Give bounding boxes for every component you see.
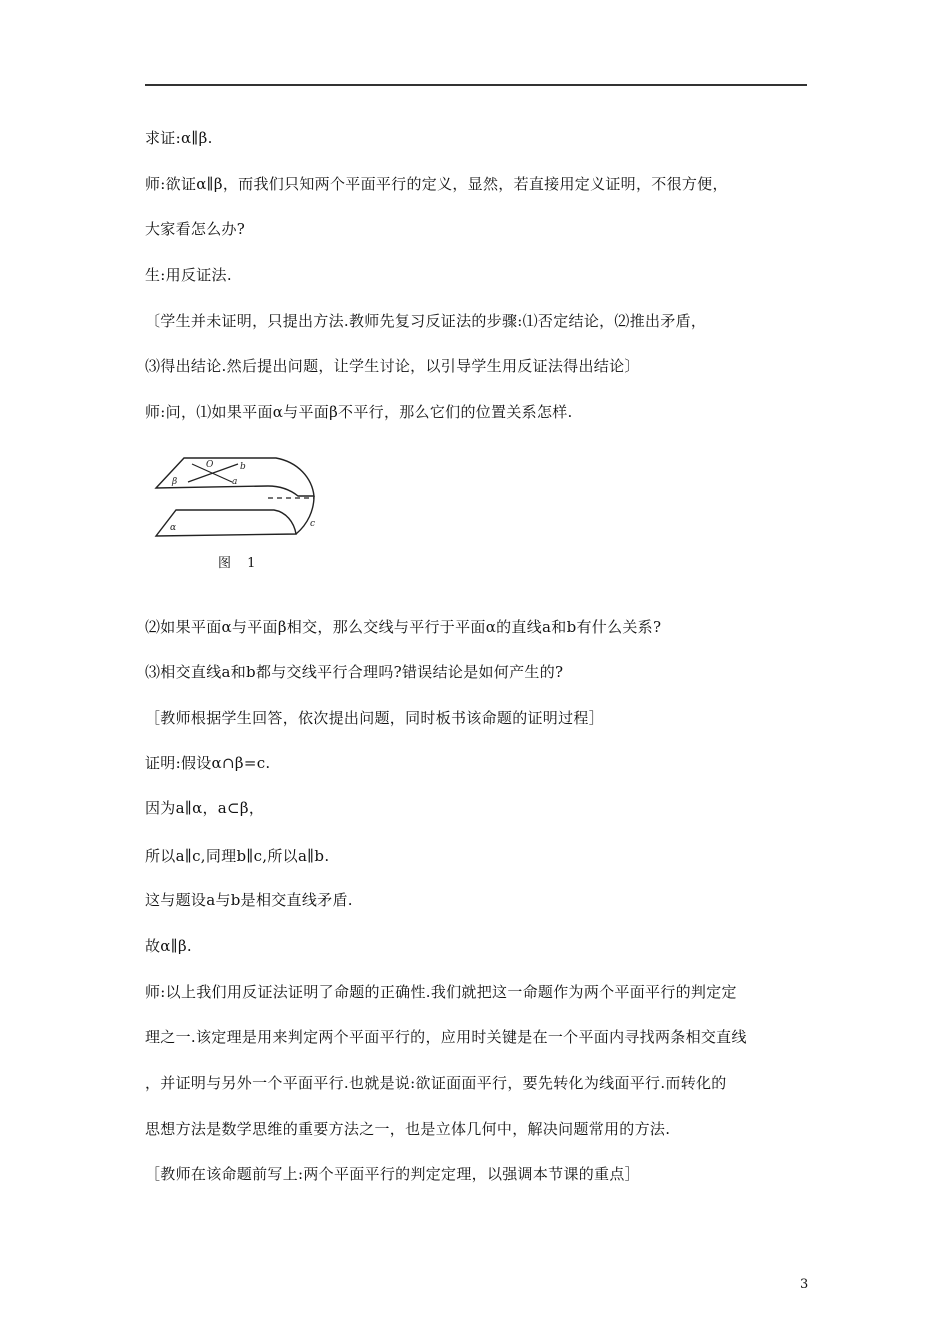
figure-planes-diagram (148, 452, 328, 548)
text-line-11: 证明:假设α∩β=c. (145, 754, 271, 772)
plane-alpha-shape (156, 510, 296, 536)
text-line-18: ，并证明与另外一个平面平行.也就是说:欲证面面平行，要先转化为线面平行.而转化的 (145, 1074, 727, 1092)
text-line-3: 大家看怎么办? (145, 220, 246, 238)
label-a: a (232, 477, 238, 487)
label-o: O (206, 460, 214, 470)
text-line-9: ⑶相交直线a和b都与交线平行合理吗?错误结论是如何产生的? (145, 663, 564, 681)
text-line-4: 生:用反证法. (145, 266, 232, 284)
figure-caption: 图 1 (218, 556, 262, 571)
text-line-5: 〔学生并未证明，只提出方法.教师先复习反证法的步骤:⑴否定结论，⑵推出矛盾， (145, 312, 707, 330)
text-line-8: ⑵如果平面α与平面β相交，那么交线与平行于平面α的直线a和b有什么关系? (145, 618, 662, 636)
text-line-12: 因为a∥α，a⊂β， (145, 799, 265, 817)
text-line-10: ［教师根据学生回答，依次提出问题，同时板书该命题的证明过程］ (145, 709, 605, 727)
label-b: b (240, 462, 246, 472)
text-line-15: 故α∥β. (145, 937, 192, 955)
header-rule (145, 84, 807, 86)
text-line-17: 理之一.该定理是用来判定两个平面平行的，应用时关键是在一个平面内寻找两条相交直线 (145, 1028, 747, 1046)
text-line-2: 师:欲证α∥β，而我们只知两个平面平行的定义，显然，若直接用定义证明，不很方便， (145, 175, 728, 193)
label-beta: β (172, 477, 178, 487)
text-line-14: 这与题设a与b是相交直线矛盾. (145, 891, 353, 909)
text-line-6: ⑶得出结论.然后提出问题，让学生讨论，以引导学生用反证法得出结论〕 (145, 357, 640, 375)
text-line-7: 师:问，⑴如果平面α与平面β不平行，那么它们的位置关系怎样. (145, 403, 573, 421)
label-alpha: α (170, 523, 177, 533)
label-c: c (310, 519, 316, 529)
page-number: 3 (800, 1277, 809, 1292)
text-line-16: 师:以上我们用反证法证明了命题的正确性.我们就把这一命题作为两个平面平行的判定定 (145, 983, 737, 1001)
text-line-13: 所以a∥c,同理b∥c,所以a∥b. (145, 847, 330, 865)
text-line-1: 求证:α∥β. (145, 129, 213, 147)
text-line-20: ［教师在该命题前写上:两个平面平行的判定定理，以强调本节课的重点］ (145, 1165, 640, 1183)
text-line-19: 思想方法是数学思维的重要方法之一，也是立体几何中，解决问题常用的方法. (145, 1120, 671, 1138)
